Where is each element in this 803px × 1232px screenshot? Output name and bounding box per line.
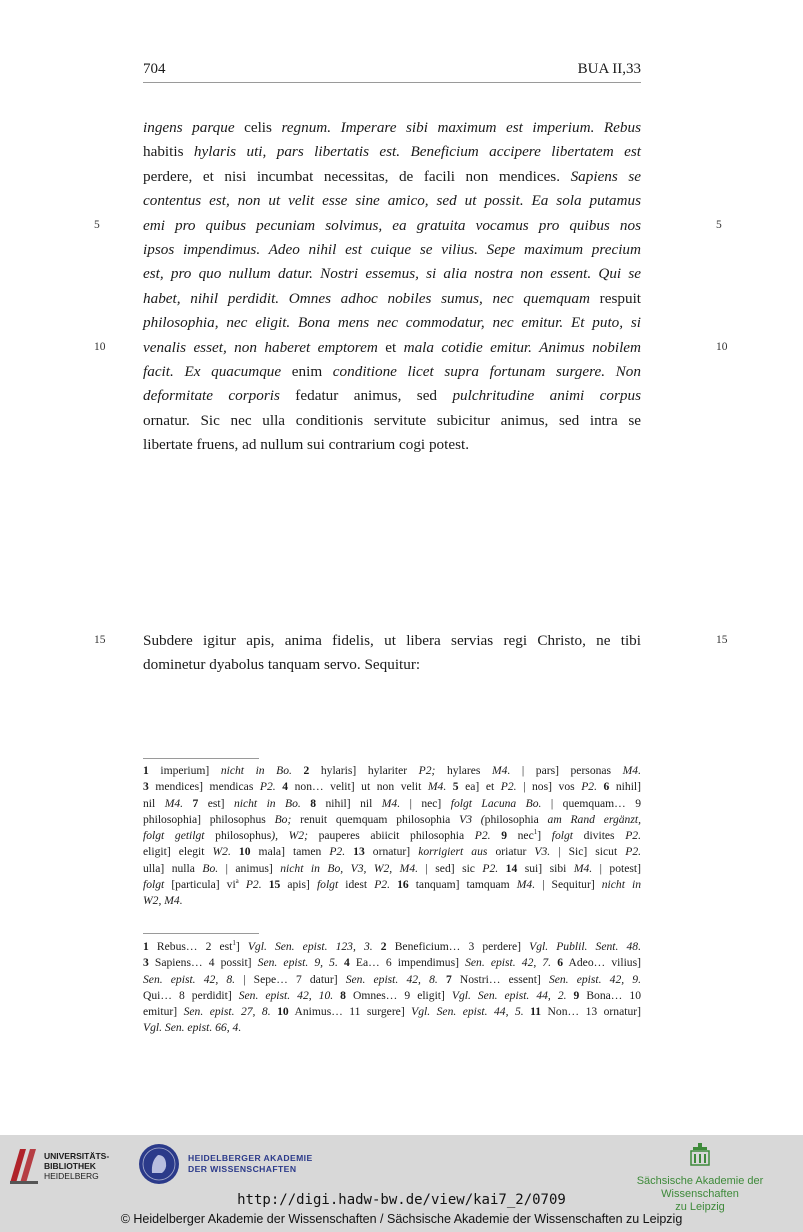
line-number-15-left: 15	[94, 634, 106, 646]
apparatus-line	[143, 763, 641, 779]
line-number-10-right: 10	[716, 341, 728, 353]
hadw-seal-icon	[138, 1143, 180, 1185]
text-segment	[345, 845, 353, 858]
text-segment: M4.	[573, 861, 593, 875]
text-segment: nicht in Bo.	[233, 796, 301, 810]
text-segment: | potest]	[592, 861, 641, 875]
text-segment: contentus est, non ut velit esse sine amico, sed ut possit. Ea sola putamus	[143, 192, 641, 210]
source-apparatus	[143, 939, 641, 1037]
source-line	[143, 939, 641, 955]
note-line-ref: 2	[303, 764, 310, 777]
note-line-ref: 7	[445, 972, 452, 986]
text-segment: nec	[507, 829, 534, 843]
text-segment: mala] tamen	[250, 845, 330, 859]
superscript: a	[235, 877, 239, 886]
text-segment: Vgl. Sen. epist. 66, 4.	[143, 1021, 242, 1035]
apparatus-line	[143, 861, 641, 877]
note-line-ref: 1	[143, 940, 149, 953]
text-segment: M4.	[381, 796, 401, 810]
text-segment: | quemquam… 9	[541, 796, 641, 810]
text-segment: oriatur	[487, 845, 535, 859]
source-line	[143, 988, 641, 1004]
text-segment: korrigiert aus	[418, 845, 488, 859]
line-number-10-left: 10	[94, 341, 106, 353]
text-segment: am Rand ergänzt,	[547, 812, 641, 826]
text-segment: Vgl. Sen. epist. 44, 2.	[451, 988, 567, 1002]
text-segment	[231, 845, 239, 858]
saw-logo-line2: zu Leipzig	[675, 1201, 725, 1213]
text-segment: est]	[198, 796, 234, 810]
text-line	[143, 238, 641, 262]
text-segment: deformitate corporis	[143, 387, 280, 405]
superscript: 1	[533, 828, 538, 837]
text-segment: nicht in	[601, 878, 642, 892]
text-line	[143, 360, 641, 384]
text-line	[143, 653, 641, 677]
ub-logo-text	[44, 1151, 109, 1181]
ub-logo-line3: HEIDELBERG	[44, 1171, 99, 1181]
text-segment: Bona… 10	[579, 988, 641, 1002]
text-segment	[498, 862, 505, 875]
saw-logo-line1: Sächsische Akademie der Wissenschaften	[636, 1175, 764, 1200]
note-line-ref: 10	[238, 845, 251, 859]
text-segment: P2;	[418, 764, 436, 777]
note-line-ref: 13	[353, 845, 365, 859]
text-segment: P2.	[245, 878, 262, 892]
text-segment: Non… 13 ornatur]	[541, 1005, 641, 1019]
text-segment: M4.	[491, 764, 511, 777]
text-segment: Qui… 8 perdidit]	[143, 988, 239, 1002]
ub-heidelberg-logo[interactable]	[8, 1143, 113, 1188]
text-segment	[183, 797, 192, 810]
text-segment: Beneficium… 3 perdere]	[386, 940, 530, 953]
text-segment: Subdere igitur apis, anima fidelis, ut libera servias regi Christo, ne tibi	[143, 632, 641, 649]
text-segment: Adeo… vilius]	[563, 956, 641, 970]
running-reference: BUA II,33	[577, 61, 641, 77]
critical-apparatus	[143, 763, 641, 910]
text-segment: est, pro quo nullum datur. Nostri essemus, si alia nostra non essent. Qui se	[143, 265, 641, 283]
text-segment: philosophia] philosophus	[143, 812, 275, 826]
text-segment: mendices] mendicas	[148, 780, 260, 794]
text-segment: renuit quemquam philosophia	[291, 812, 460, 826]
text-segment: ]	[537, 829, 552, 843]
text-line	[143, 262, 641, 286]
text-segment: celis	[234, 119, 282, 136]
text-segment: Rebus… 2 est	[148, 940, 233, 953]
text-segment: folgt	[143, 878, 165, 892]
text-segment: W2.	[212, 845, 231, 859]
text-line	[143, 116, 641, 140]
text-segment: V3.	[534, 845, 551, 859]
line-number-5-left: 5	[94, 219, 100, 231]
text-segment: ulla] nulla	[143, 861, 203, 875]
ub-logo-line1: UNIVERSITÄTS-	[44, 1151, 110, 1161]
text-segment: | animus]	[218, 861, 281, 875]
text-segment: folgt Lacuna Bo.	[450, 796, 542, 810]
apparatus-line	[143, 779, 641, 795]
text-segment: folgt getilgt	[143, 829, 205, 843]
note-line-ref: 9	[573, 988, 580, 1002]
text-segment: habet, nihil perdidit. Omnes adhoc nobiles sumus, nec quemquam	[143, 289, 590, 307]
text-segment: nicht in Bo.	[220, 764, 292, 777]
text-segment: nihil]	[609, 780, 642, 794]
text-segment: emitur]	[143, 1005, 184, 1019]
note-line-ref: 9	[501, 829, 507, 843]
text-segment	[239, 878, 246, 891]
text-segment: folgt	[316, 878, 339, 892]
text-segment: conditione licet supra fortunam surgere. Non	[332, 362, 641, 380]
line-number-5-right: 5	[716, 219, 722, 231]
text-segment: Bo;	[274, 812, 292, 826]
text-segment: tanquam] tamquam	[408, 878, 517, 892]
text-line	[143, 189, 641, 213]
copyright-notice: © Heidelberger Akademie der Wissenschaften / Sächsische Akademie der Wissenschaften zu Leipzig	[120, 1212, 683, 1226]
note-line-ref: 6	[557, 956, 564, 970]
text-segment: M4.	[516, 878, 536, 892]
text-segment: imperium]	[148, 764, 221, 777]
source-line	[143, 1020, 641, 1036]
hadw-logo-line1: HEIDELBERGER AKADEMIE	[188, 1153, 313, 1163]
text-segment: emi pro quibus pecuniam solvimus, ea gratuita vocamus pro quibus nos	[143, 216, 641, 234]
note-line-ref: 14	[505, 861, 518, 875]
text-segment: Sapiens se	[570, 167, 641, 185]
text-segment: hylares	[435, 764, 492, 777]
text-segment: Sen. epist. 42, 7.	[465, 956, 552, 970]
text-segment: | Sepe… 7 datur]	[235, 972, 346, 986]
text-line	[143, 311, 641, 335]
text-segment: Sapiens… 4 possit]	[148, 956, 258, 970]
apparatus-rule	[143, 758, 259, 759]
text-segment	[567, 989, 574, 1002]
text-segment: non… velit] ut non velit	[288, 780, 428, 794]
text-segment: Animus… 11 surgere]	[288, 1005, 412, 1019]
note-line-ref: 6	[603, 780, 610, 794]
text-segment: M4.	[427, 780, 447, 794]
text-segment: divites	[573, 829, 626, 843]
apparatus-line	[143, 812, 641, 828]
note-line-ref: 3	[143, 780, 149, 794]
text-segment: ingens parque	[143, 119, 235, 136]
text-segment: Sen. epist. 27, 8.	[183, 1005, 271, 1019]
text-segment	[292, 764, 304, 777]
text-segment	[491, 829, 502, 842]
apparatus-line	[143, 828, 641, 844]
text-line	[143, 165, 641, 189]
note-line-ref: 7	[192, 796, 199, 810]
text-segment: Ea… 6 impendimus]	[349, 956, 466, 970]
text-segment: ea] et	[458, 780, 501, 794]
text-segment: perdere, et nisi incumbat necessitas, de facili non mendices.	[143, 167, 571, 185]
source-line	[143, 1004, 641, 1020]
text-segment: P2.	[482, 861, 499, 875]
text-segment: ipsos impendimus. Adeo nihil est cuique se vilius. Sepe maximum precium	[143, 240, 641, 258]
text-segment: philosophia	[484, 812, 548, 826]
main-text	[143, 116, 641, 457]
text-segment	[438, 973, 446, 986]
text-segment: philosophia, nec eligit. Bona mens nec commodatur, nec emitur. Et puto, si	[143, 314, 641, 332]
text-segment: Sen. epist. 42, 10.	[238, 988, 334, 1002]
text-segment: Vgl. Publil. Sent. 48.	[529, 940, 642, 953]
apparatus-line	[143, 796, 641, 812]
text-segment: idest	[338, 878, 375, 892]
note-line-ref: 3	[143, 956, 149, 970]
text-segment: [particula] vi	[164, 878, 236, 892]
text-segment: dominetur dyabolus tanquam servo. Sequitur:	[143, 656, 421, 674]
note-line-ref: 8	[310, 796, 317, 810]
text-segment: nil	[143, 796, 165, 810]
text-line	[143, 287, 641, 311]
source-line	[143, 972, 641, 988]
permalink-url[interactable]: http://digi.hadw-bw.de/view/kai7_2/0709	[237, 1192, 566, 1208]
note-line-ref: 4	[282, 780, 289, 794]
text-segment: P2.	[625, 845, 642, 859]
saw-building-icon	[689, 1143, 711, 1167]
note-line-ref: 10	[277, 1005, 289, 1019]
text-segment: P2.	[581, 780, 597, 794]
text-segment: ), W2;	[271, 829, 308, 843]
text-segment: sui] sibi	[517, 861, 574, 875]
text-segment: P2.	[329, 845, 346, 859]
text-segment: eligit] elegit	[143, 845, 213, 859]
text-segment: mala cotidie emitur. Animus nobilem	[403, 338, 641, 356]
text-segment: philosophus	[204, 829, 272, 843]
note-line-ref: 16	[397, 878, 409, 892]
text-line	[143, 409, 641, 433]
hadw-logo[interactable]	[138, 1143, 328, 1191]
text-segment: enim	[281, 362, 333, 380]
text-segment: folgt	[551, 829, 574, 843]
text-line	[143, 214, 641, 238]
text-segment: apis]	[280, 878, 317, 892]
text-segment: | pars] personas	[510, 764, 623, 777]
text-segment: Sen. epist. 42, 9.	[548, 972, 641, 986]
superscript: 1	[232, 939, 236, 948]
text-line	[143, 433, 641, 457]
text-segment: nicht in Bo, V3, W2, M4.	[280, 861, 419, 875]
text-segment: | Sequitur]	[535, 878, 602, 892]
text-segment: ornatur. Sic nec ulla conditionis servitute subicitur animus, sed intra se	[143, 411, 641, 429]
text-segment: | Sic] sicut	[550, 845, 626, 859]
line-number-15-right: 15	[716, 634, 728, 646]
text-line	[143, 629, 641, 653]
ub-heidelberg-logo-icon	[8, 1145, 40, 1185]
text-segment: Omnes… 9 eligit]	[345, 988, 452, 1002]
hadw-logo-text	[188, 1153, 313, 1175]
text-segment: P2.	[474, 829, 491, 843]
text-line	[143, 384, 641, 408]
text-segment: | sed] sic	[418, 861, 483, 875]
text-segment: Nostri… essent]	[451, 972, 549, 986]
note-line-ref: 2	[380, 940, 387, 953]
text-segment: Vgl. Sen. epist. 123, 3.	[247, 940, 373, 953]
text-segment: | nos] vos	[516, 780, 582, 794]
apparatus-line	[143, 877, 641, 893]
text-line	[143, 336, 641, 360]
text-segment: venalis esset, non haberet emptorem	[143, 338, 378, 356]
text-segment: V3 (	[459, 812, 485, 826]
note-line-ref: 11	[530, 1005, 542, 1019]
text-segment: libertate fruens, ad nullum sui contrarium cogi potest.	[143, 436, 470, 454]
text-segment: habitis	[143, 143, 194, 161]
text-segment: P2.	[625, 829, 641, 843]
text-segment: ornatur]	[364, 845, 419, 859]
note-line-ref: 5	[452, 780, 459, 794]
text-segment: Sen. epist. 9, 5.	[257, 956, 338, 970]
text-segment: pulchritudine animi corpus	[452, 387, 642, 405]
text-segment: facit. Ex quacumque	[143, 362, 282, 380]
apparatus-line	[143, 893, 641, 909]
page-number: 704	[143, 61, 166, 77]
hadw-logo-line2: DER WISSENSCHAFTEN	[188, 1164, 297, 1174]
text-segment: Bo.	[202, 861, 219, 875]
text-segment: P2.	[500, 780, 517, 794]
text-line	[143, 140, 641, 164]
text-segment: Vgl. Sen. epist. 44, 5.	[411, 1005, 524, 1019]
source-line	[143, 955, 641, 971]
text-segment: P2.	[374, 878, 390, 892]
text-segment: W2, M4.	[143, 894, 183, 908]
note-line-ref: 8	[340, 988, 346, 1002]
text-segment: ]	[235, 940, 248, 953]
second-text	[143, 629, 641, 678]
text-segment: M4.	[164, 796, 184, 810]
text-segment: Sen. epist. 42, 8.	[143, 972, 236, 986]
text-segment: et	[377, 338, 404, 356]
text-segment: respuit	[589, 289, 642, 307]
text-segment	[262, 878, 269, 891]
text-segment	[390, 878, 397, 891]
apparatus-line	[143, 844, 641, 860]
text-segment	[301, 797, 310, 810]
text-segment: fedatur animus, sed	[279, 387, 453, 405]
ub-logo-line2: BIBLIOTHEK	[44, 1161, 96, 1171]
text-segment: | nec]	[400, 796, 451, 810]
text-segment: P2.	[259, 780, 276, 794]
note-line-ref: 15	[268, 878, 281, 892]
text-segment: pauperes abiicit philosophia	[307, 829, 475, 843]
text-segment: nihil] nil	[316, 796, 382, 810]
text-segment: hylaris] hylariter	[309, 764, 419, 777]
sources-rule	[143, 933, 259, 934]
text-segment: hylaris uti, pars libertatis est. Beneficium accipere libertatem est	[193, 143, 641, 161]
text-segment: M4.	[622, 764, 641, 777]
text-segment: regnum. Imperare sibi maximum est imperium. Rebus	[281, 119, 641, 136]
text-segment: Sen. epist. 42, 8.	[345, 972, 438, 986]
note-line-ref: 1	[143, 764, 149, 777]
page-header	[143, 60, 641, 83]
text-segment	[373, 940, 381, 953]
note-line-ref: 4	[344, 956, 350, 970]
